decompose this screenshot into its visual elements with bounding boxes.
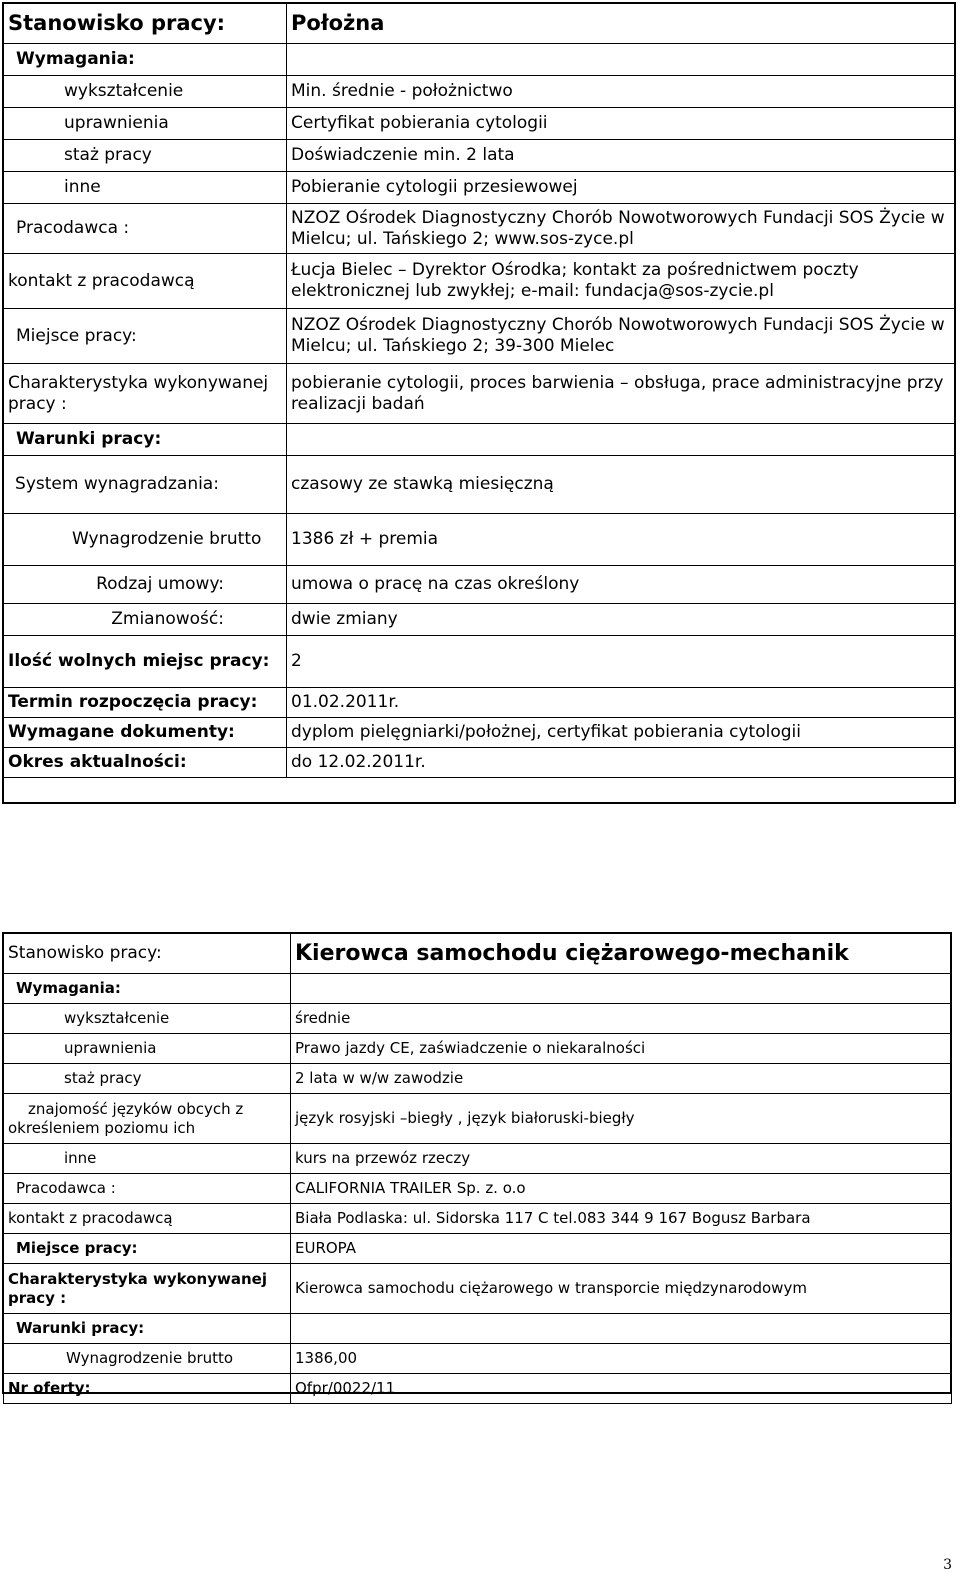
position-value: Kierowca samochodu ciężarowego-mechanik	[291, 934, 952, 974]
pay-system-value: czasowy ze stawką miesięczną	[287, 456, 956, 514]
position-value: Położna	[287, 4, 956, 44]
start-value: 01.02.2011r.	[287, 688, 956, 718]
workplace-label: Miejsce pracy:	[4, 1234, 291, 1264]
openings-label: Ilość wolnych miejsc pracy:	[4, 636, 287, 688]
validity-value: do 12.02.2011r.	[287, 748, 956, 778]
other-value: kurs na przewóz rzeczy	[291, 1144, 952, 1174]
characteristics-value: Kierowca samochodu ciężarowego w transporcie międzynarodowym	[291, 1264, 952, 1314]
contact-label: kontakt z pracodawcą	[4, 1204, 291, 1234]
contact-label: kontakt z pracodawcą	[4, 254, 287, 309]
permissions-value: Certyfikat pobierania cytologii	[287, 108, 956, 140]
other-value: Pobieranie cytologii przesiewowej	[287, 172, 956, 204]
other-label: inne	[4, 1144, 291, 1174]
characteristics-value: pobieranie cytologii, proces barwienia – obsługa, prace administracyjne przy realizacji badań	[287, 364, 956, 424]
education-value: Min. średnie - położnictwo	[287, 76, 956, 108]
gross-pay-value: 1386,00	[291, 1344, 952, 1374]
validity-label: Okres aktualności:	[4, 748, 287, 778]
requirements-spacer	[287, 44, 956, 76]
conditions-label: Warunki pracy:	[4, 1314, 291, 1344]
contract-label: Rodzaj umowy:	[4, 566, 287, 604]
languages-value: język rosyjski –biegły , język białoruski-biegły	[291, 1094, 952, 1144]
gross-pay-label: Wynagrodzenie brutto	[4, 514, 287, 566]
job1-table	[3, 3, 956, 778]
position-label: Stanowisko pracy:	[4, 934, 291, 974]
workplace-value: NZOZ Ośrodek Diagnostyczny Chorób Nowotworowych Fundacji SOS Życie w Mielcu; ul. Tańskiego 2; 39-300 Mielec	[287, 309, 956, 364]
education-value: średnie	[291, 1004, 952, 1034]
requirements-spacer	[291, 974, 952, 1004]
requirements-label: Wymagania:	[4, 44, 287, 76]
experience-label: staż pracy	[4, 1064, 291, 1094]
position-label: Stanowisko pracy:	[4, 4, 287, 44]
experience-value: 2 lata w w/w zawodzie	[291, 1064, 952, 1094]
job2-table	[3, 933, 952, 1404]
education-label: wykształcenie	[4, 76, 287, 108]
employer-value: CALIFORNIA TRAILER Sp. z. o.o	[291, 1174, 952, 1204]
experience-value: Doświadczenie min. 2 lata	[287, 140, 956, 172]
employer-label: Pracodawca :	[4, 1174, 291, 1204]
employer-label: Pracodawca :	[4, 204, 287, 254]
employer-value: NZOZ Ośrodek Diagnostyczny Chorób Nowotworowych Fundacji SOS Życie w Mielcu; ul. Tańskiego 2; www.sos-zyce.pl	[287, 204, 956, 254]
openings-value: 2	[287, 636, 956, 688]
documents-label: Wymagane dokumenty:	[4, 718, 287, 748]
documents-value: dyplom pielęgniarki/położnej, certyfikat pobierania cytologii	[287, 718, 956, 748]
conditions-spacer	[291, 1314, 952, 1344]
workplace-label: Miejsce pracy:	[4, 309, 287, 364]
other-label: inne	[4, 172, 287, 204]
permissions-value: Prawo jazdy CE, zaświadczenie o niekaralności	[291, 1034, 952, 1064]
characteristics-label: Charakterystyka wykonywanej pracy :	[4, 364, 287, 424]
permissions-label: uprawnienia	[4, 108, 287, 140]
pay-system-label: System wynagradzania:	[4, 456, 287, 514]
offer-value: Ofpr/0022/11	[291, 1374, 952, 1404]
shifts-value: dwie zmiany	[287, 604, 956, 636]
gross-pay-value: 1386 zł + premia	[287, 514, 956, 566]
contact-value: Łucja Bielec – Dyrektor Ośrodka; kontakt za pośrednictwem poczty elektronicznej lub zwykłej; e-mail: fundacja@sos-zycie.pl	[287, 254, 956, 309]
experience-label: staż pracy	[4, 140, 287, 172]
shifts-label: Zmianowość:	[4, 604, 287, 636]
start-label: Termin rozpoczęcia pracy:	[4, 688, 287, 718]
contract-value: umowa o pracę na czas określony	[287, 566, 956, 604]
conditions-spacer	[287, 424, 956, 456]
contact-value: Biała Podlaska: ul. Sidorska 117 C tel.083 344 9 167 Bogusz Barbara	[291, 1204, 952, 1234]
workplace-value: EUROPA	[291, 1234, 952, 1264]
characteristics-label: Charakterystyka wykonywanej pracy :	[4, 1264, 291, 1314]
page-number: 3	[943, 1557, 952, 1573]
offer-label: Nr oferty:	[4, 1374, 291, 1404]
conditions-label: Warunki pracy:	[4, 424, 287, 456]
requirements-label: Wymagania:	[4, 974, 291, 1004]
gross-pay-label: Wynagrodzenie brutto	[4, 1344, 291, 1374]
education-label: wykształcenie	[4, 1004, 291, 1034]
languages-label: znajomość języków obcych z określeniem poziomu ich	[4, 1094, 291, 1144]
permissions-label: uprawnienia	[4, 1034, 291, 1064]
